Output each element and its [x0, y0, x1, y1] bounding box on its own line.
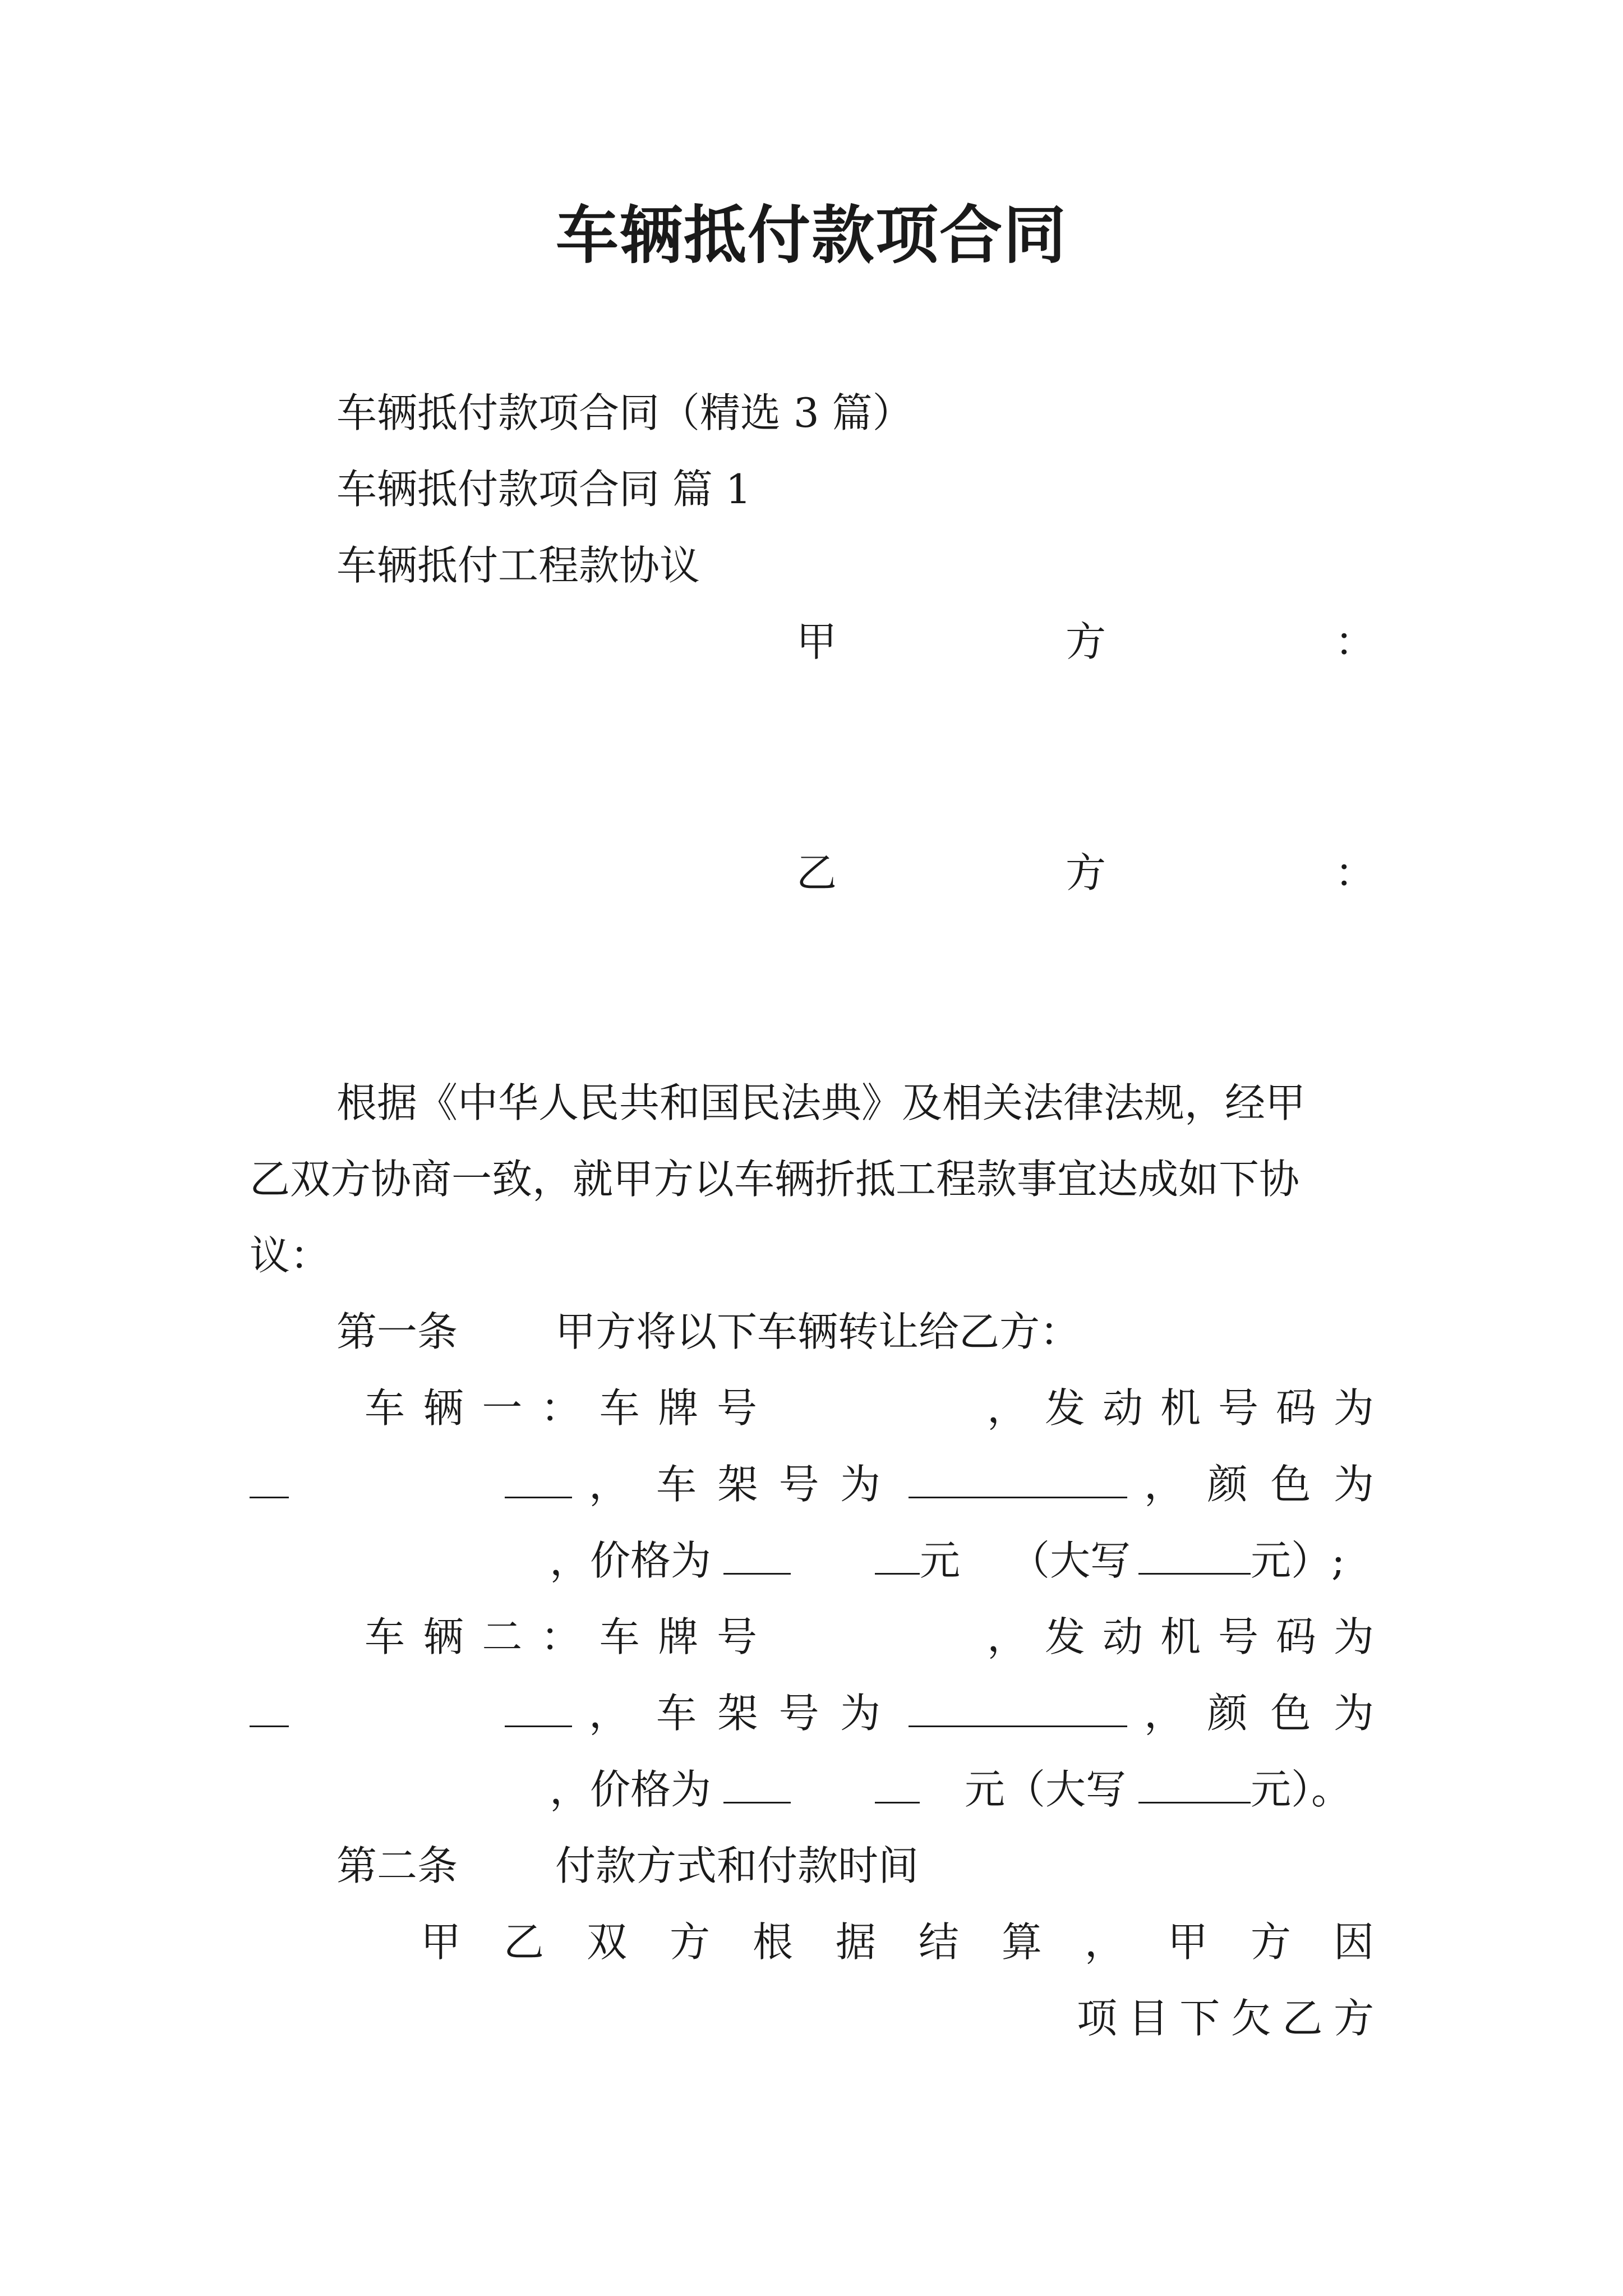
vehicle-2-comma: ，: [589, 1690, 630, 1737]
vehicle-1-frame-label: 车 架 号 为: [656, 1461, 880, 1508]
party-b-fang: 方: [1066, 849, 1106, 896]
vehicle-2-capital-end: 元）。: [1251, 1766, 1352, 1813]
article-2-text: 付款方式和付款时间: [555, 1842, 919, 1889]
vehicle-2-color-label: ， 颜 色 为: [1144, 1690, 1374, 1737]
chapter-heading: 车辆抵付款项合同 篇 1: [336, 466, 751, 513]
party-a-label: 甲: [796, 618, 837, 665]
vehicle-2-price-blank-b: [875, 1761, 920, 1818]
party-a-colon: ：: [1335, 618, 1376, 665]
vehicle-1-plate-label: 车 辆 一 ： 车 牌 号: [365, 1384, 757, 1432]
document-title: 车辆抵付款项合同: [556, 199, 1067, 272]
vehicle-1-engine-label: ， 发 动 机 号 码 为: [987, 1384, 1374, 1432]
vehicle-1-price-blank-a: [723, 1533, 791, 1589]
vehicle-2-plate-label: 车 辆 二 ： 车 牌 号: [365, 1613, 757, 1660]
article-2-label: 第二条: [336, 1842, 458, 1889]
vehicle-2-price-blank-a: [723, 1761, 791, 1818]
article-1-label: 第一条: [336, 1308, 458, 1355]
party-b-label: 乙: [796, 849, 837, 896]
vehicle-1-engine-blank-a: [250, 1456, 289, 1512]
vehicle-1-frame-blank: [909, 1456, 1127, 1512]
vehicle-2-engine-blank-a: [250, 1685, 289, 1741]
vehicle-1-color-label: ， 颜 色 为: [1144, 1461, 1374, 1508]
intro-line-3: 议：: [250, 1232, 331, 1279]
intro-line-2: 乙双方协商一致，就甲方以车辆折抵工程款事宜达成如下协: [250, 1156, 1300, 1203]
vehicle-2-price-label: ，价格为: [550, 1766, 712, 1813]
vehicle-1-capital-blank: [1138, 1533, 1251, 1589]
vehicle-2-frame-blank: [909, 1685, 1127, 1741]
intro-line-1: 根据《中华人民共和国民法典》及相关法律法规，经甲: [336, 1079, 1306, 1126]
article-1-text: 甲方将以下车辆转让给乙方：: [555, 1308, 1081, 1355]
vehicle-2-capital-blank: [1138, 1761, 1251, 1818]
vehicle-1-price-label: ，价格为: [550, 1537, 712, 1584]
vehicle-1-capital-label: （大写: [1009, 1537, 1131, 1584]
vehicle-1-yuan: 元: [920, 1537, 961, 1584]
subtitle: 车辆抵付款项合同（精选 3 篇）: [336, 389, 913, 436]
vehicle-2-capital-label: 元（大写: [965, 1766, 1127, 1813]
vehicle-2-engine-blank-b: [505, 1685, 572, 1741]
party-b-colon: ：: [1335, 849, 1376, 896]
agreement-title: 车辆抵付工程款协议: [336, 542, 700, 589]
article-2-body-line-2: 项 目 下 欠 乙 方: [1077, 1995, 1374, 2042]
vehicle-1-comma: ，: [589, 1461, 630, 1508]
article-2-body-line-1: 甲 乙 双 方 根 据 结 算 ， 甲 方 因: [421, 1918, 1374, 1966]
vehicle-1-price-blank-b: [875, 1533, 920, 1589]
vehicle-2-engine-label: ， 发 动 机 号 码 为: [987, 1613, 1374, 1660]
vehicle-2-frame-label: 车 架 号 为: [656, 1690, 880, 1737]
party-a-fang: 方: [1066, 618, 1106, 665]
vehicle-1-engine-blank-b: [505, 1456, 572, 1512]
vehicle-1-capital-end: 元）;: [1251, 1537, 1345, 1584]
